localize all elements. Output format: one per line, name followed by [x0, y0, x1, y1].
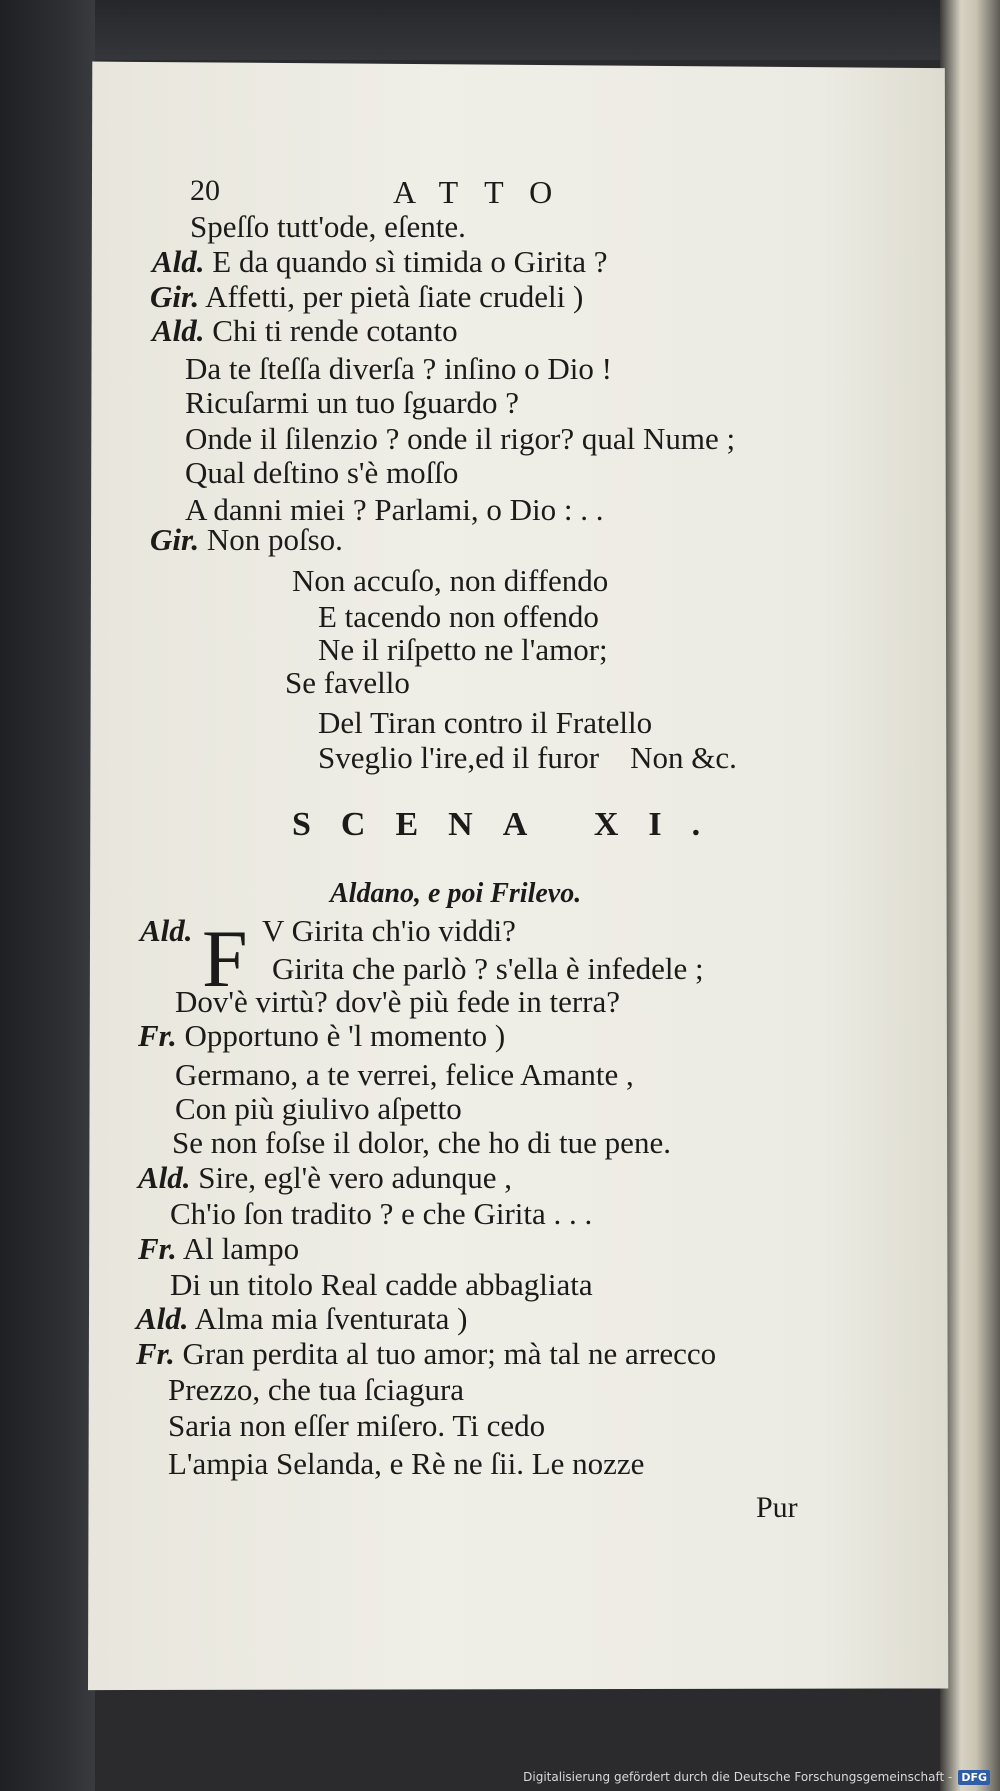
- running-header: ATTO: [393, 174, 579, 210]
- speaker-label: Ald.: [152, 313, 205, 348]
- text-line: Girita che parlò ? s'ella è infedele ;: [272, 951, 704, 986]
- text-line: Ald. E da quando sì timida o Girita ?: [152, 244, 608, 279]
- text-line: L'ampia Selanda, e Rè ne ſii. Le nozze: [168, 1446, 645, 1481]
- footer-credit: Digitalisierung gefördert durch die Deutsche Forschungsgemeinschaft -: [523, 1770, 953, 1784]
- text-line: A danni miei ? Parlami, o Dio : . .: [185, 492, 604, 527]
- page-number: 20: [190, 174, 220, 207]
- scene-characters: Aldano, e poi Frilevo.: [330, 878, 582, 909]
- text-line: Ald. Chi ti rende cotanto: [152, 313, 458, 348]
- aria-line: Se favello: [285, 665, 410, 700]
- text-line: Ald. Sire, egl'è vero adunque ,: [138, 1160, 513, 1195]
- aria-line: Non accuſo, non diffendo: [292, 563, 609, 598]
- text-line: Ald. Alma mia ſventurata ): [136, 1301, 468, 1336]
- speaker-label: Gir.: [150, 279, 200, 314]
- text-line: Onde il ſilenzio ? onde il rigor? qual Nume ;: [185, 421, 736, 456]
- aria-line: Sveglio l'ire,ed il furor Non &c.: [318, 740, 737, 775]
- text-line: Se non foſse il dolor, che ho di tue pene.: [172, 1125, 671, 1160]
- text-line: [140, 915, 193, 946]
- text-line: Speſſo tutt'ode, eſente.: [190, 209, 466, 244]
- text-line: Dov'è virtù? dov'è più fede in terra?: [175, 984, 620, 1019]
- speaker-label: Ald.: [152, 244, 205, 279]
- text-line: Qual deſtino s'è moſſo: [185, 455, 459, 490]
- background-top: [0, 0, 1000, 60]
- text-line: Da te ſteſſa diverſa ? inſino o Dio !: [185, 351, 612, 386]
- speaker-label: Ald.: [140, 913, 193, 948]
- speaker-label: Fr.: [136, 1336, 175, 1371]
- text-line: Gir. Affetti, per pietà ſiate crudeli ): [150, 279, 584, 314]
- text-line: Saria non eſſer miſero. Ti cedo: [168, 1408, 546, 1443]
- text-line: Prezzo, che tua ſciagura: [168, 1372, 465, 1407]
- text-line: Fr. Al lampo: [138, 1231, 300, 1266]
- text-line: Ch'io ſon tradito ? e che Girita . . .: [170, 1196, 593, 1231]
- text-line: Con più giulivo aſpetto: [175, 1091, 462, 1126]
- speaker-label: Fr.: [138, 1231, 177, 1266]
- book-cover-left: [0, 0, 95, 1791]
- catchword: Pur: [756, 1491, 798, 1524]
- drop-cap: F: [202, 913, 248, 1004]
- text-line: Fr. Gran perdita al tuo amor; mà tal ne arrecco: [136, 1336, 717, 1371]
- text-line: Ricuſarmi un tuo ſguardo ?: [185, 385, 520, 420]
- scene-title: SCENA XI.: [292, 806, 731, 843]
- speaker-label: Fr.: [138, 1018, 177, 1053]
- aria-line: Del Tiran contro il Fratello: [318, 705, 653, 740]
- book-edge-right: [940, 0, 1000, 1791]
- speaker-label: Gir.: [150, 522, 200, 557]
- speaker-label: Ald.: [138, 1160, 191, 1195]
- text-line: Gir. Non poſso.: [150, 522, 343, 557]
- text-line: V Girita ch'io viddi?: [262, 913, 516, 948]
- text-line: Germano, a te verrei, felice Amante ,: [175, 1057, 634, 1092]
- aria-line: Ne il riſpetto ne l'amor;: [318, 632, 608, 667]
- text-line: Fr. Opportuno è 'l momento ): [138, 1018, 506, 1053]
- dfg-logo[interactable]: DFG: [958, 1770, 990, 1785]
- digitization-footer: [523, 1767, 990, 1787]
- speaker-label: Ald.: [136, 1301, 189, 1336]
- text-line: Di un titolo Real cadde abbagliata: [170, 1267, 593, 1302]
- aria-line: E tacendo non offendo: [318, 599, 599, 634]
